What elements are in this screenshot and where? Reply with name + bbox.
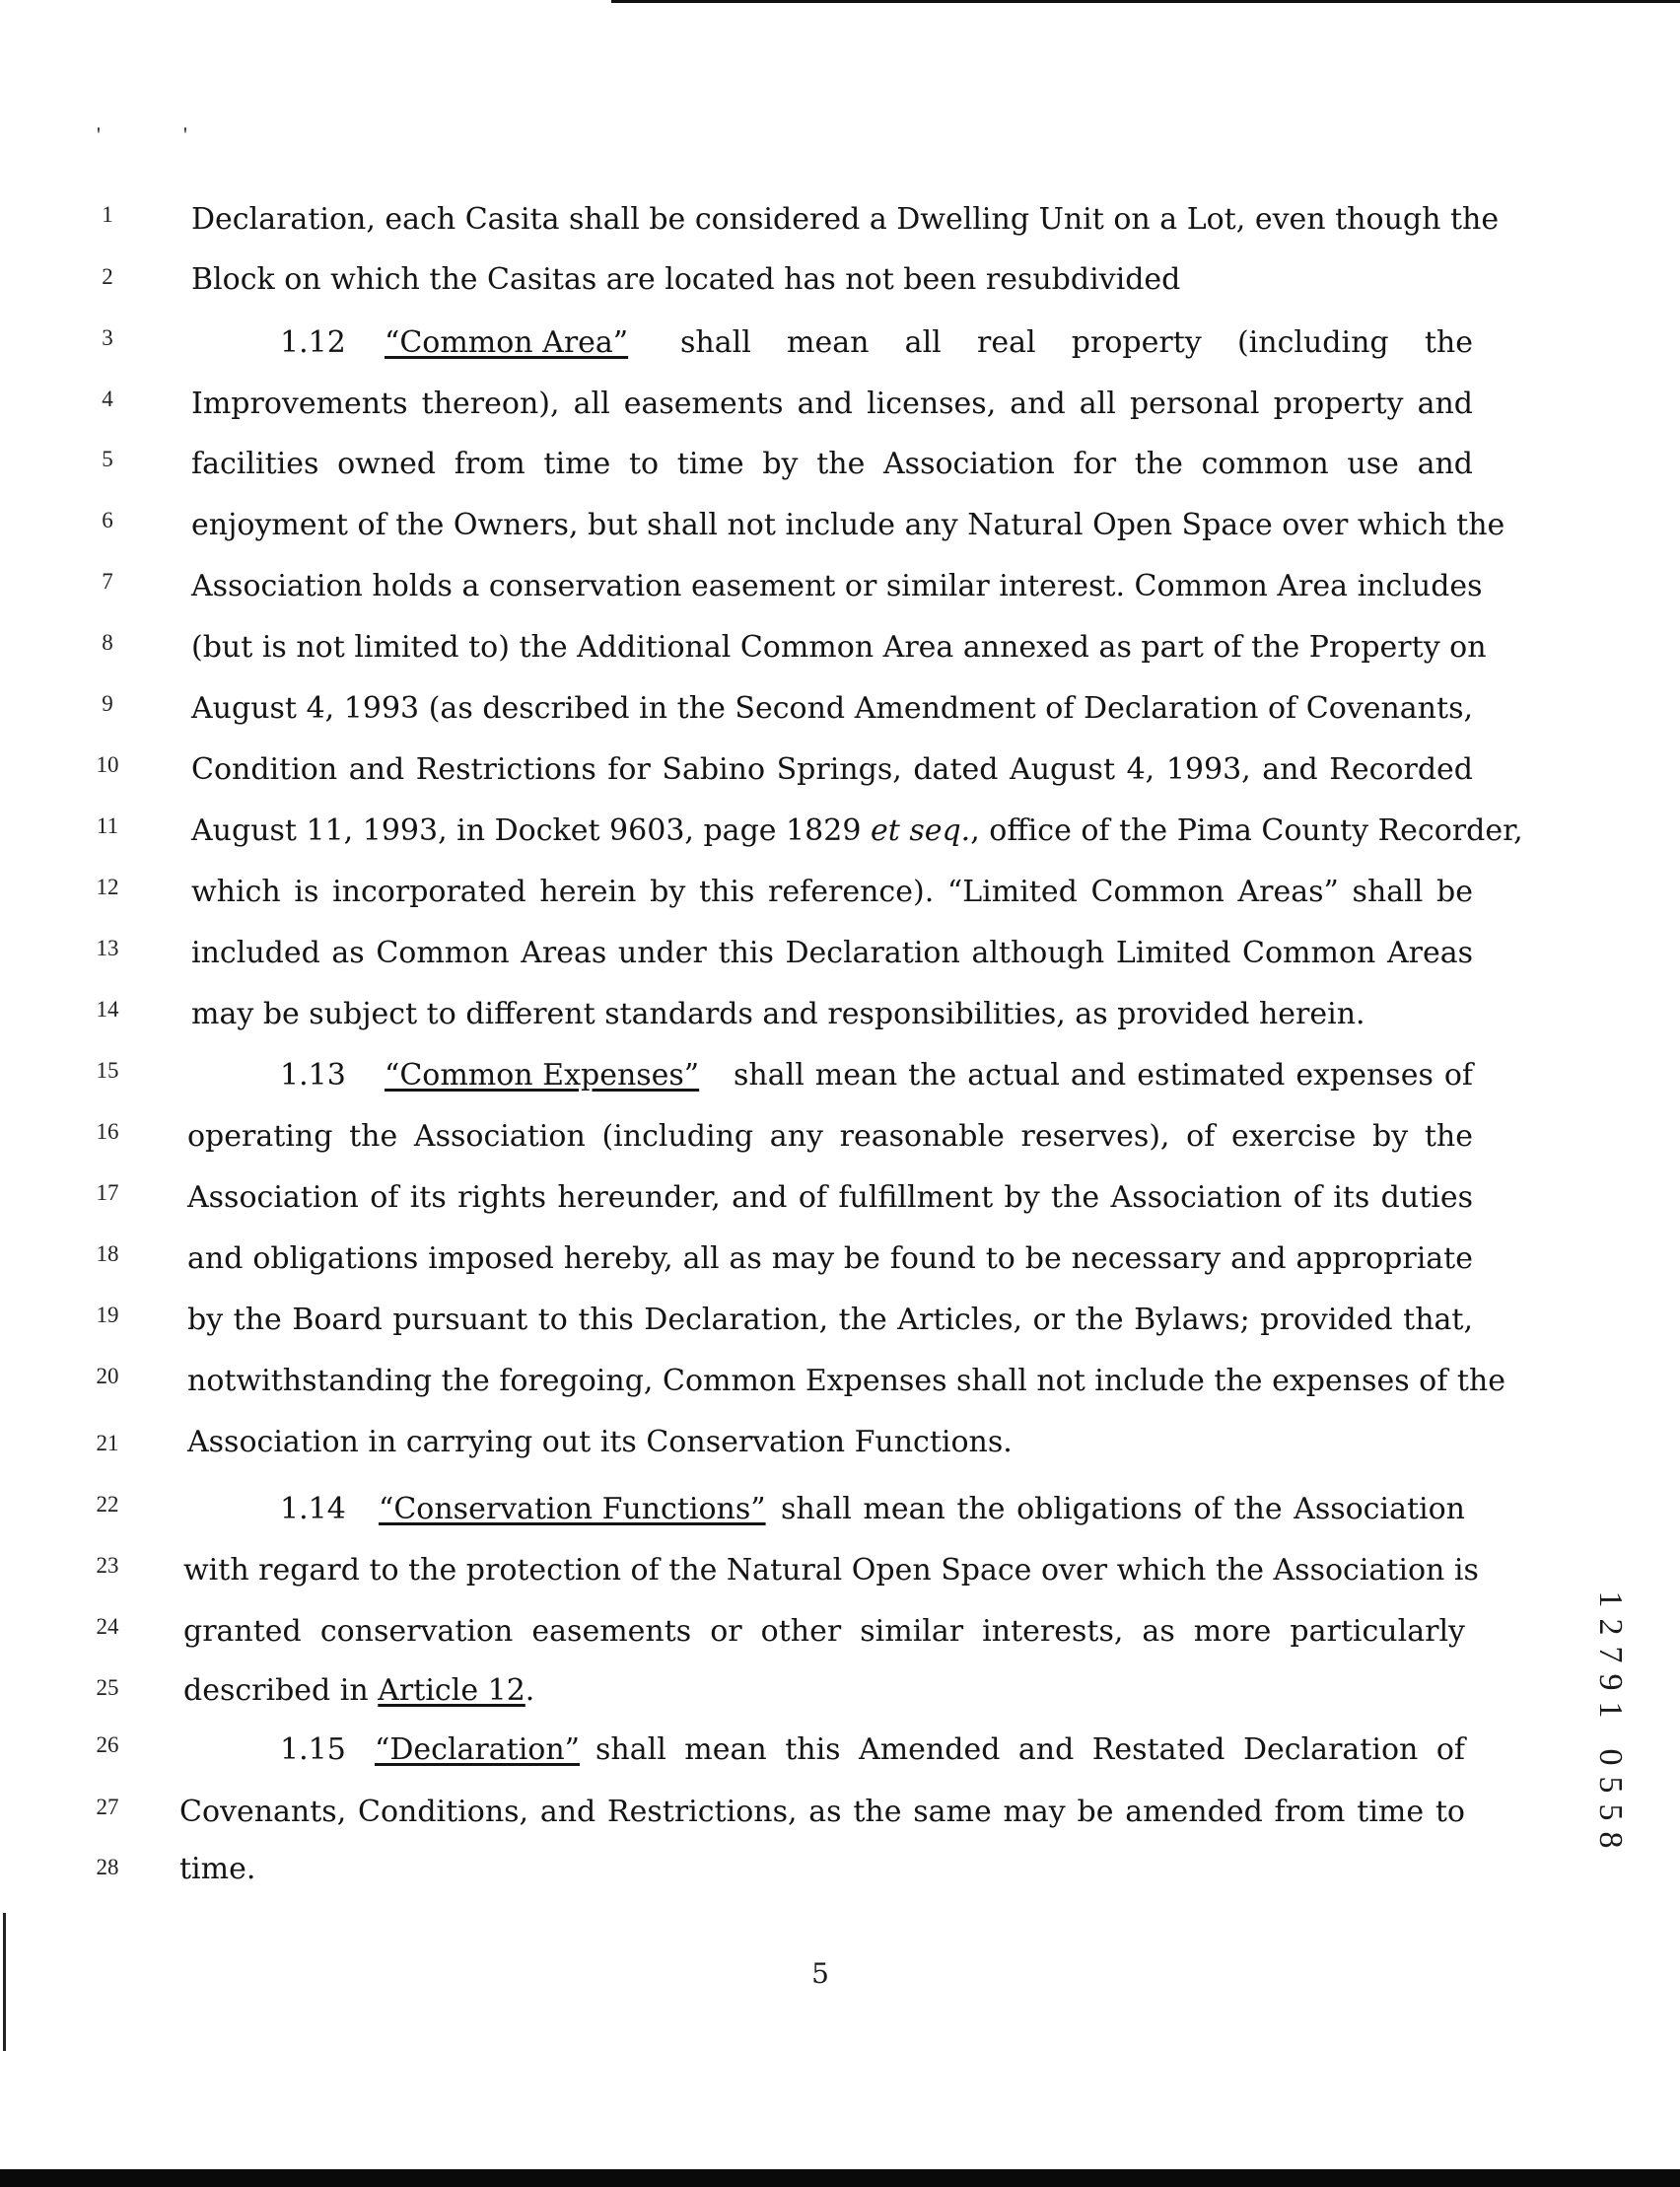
line-number: 15 bbox=[96, 1058, 119, 1083]
line-number: 5 bbox=[102, 447, 113, 471]
text-line: with regard to the protection of the Natural Open Space over which the Association is bbox=[183, 1553, 1479, 1587]
line-number: 23 bbox=[96, 1553, 119, 1578]
text-line: shall mean this Amended and Restated Declaration of bbox=[595, 1732, 1465, 1767]
line-number: 2 bbox=[102, 264, 113, 289]
defined-term: “Declaration” bbox=[375, 1732, 581, 1767]
line-number: 1 bbox=[102, 202, 113, 227]
text-line bbox=[191, 813, 1523, 848]
scan-left-edge bbox=[3, 1913, 6, 2051]
text-line: Block on which the Casitas are located has not been resubdivided bbox=[191, 262, 1181, 297]
text-line: shall mean the obligations of the Association bbox=[781, 1492, 1465, 1526]
stamp-char: 5 bbox=[1592, 1803, 1629, 1821]
text-line: Covenants, Conditions, and Restrictions, as the same may be amended from time to bbox=[179, 1795, 1465, 1829]
text-line: shall mean the actual and estimated expenses of bbox=[734, 1058, 1473, 1093]
stamp-char: 1 bbox=[1592, 1590, 1629, 1608]
text-line: which is incorporated herein by this reference). “Limited Common Areas” shall be bbox=[191, 875, 1473, 909]
text-run: August 11, 1993, in Docket 9603, page 1829 bbox=[191, 813, 862, 848]
line-number: 12 bbox=[96, 875, 119, 899]
defined-term: “Common Expenses” bbox=[385, 1058, 700, 1093]
text-line: facilities owned from time to time by the Association for the common use and bbox=[191, 447, 1473, 481]
text-line: (but is not limited to) the Additional Common Area annexed as part of the Property on bbox=[191, 630, 1487, 665]
line-number: 11 bbox=[96, 813, 119, 838]
page-number: 5 bbox=[811, 1957, 829, 1990]
section-number: 1.15 bbox=[280, 1732, 346, 1767]
line-number: 19 bbox=[96, 1303, 119, 1327]
text-line: Declaration, each Casita shall be considered a Dwelling Unit on a Lot, even though the bbox=[191, 202, 1500, 237]
line-number: 13 bbox=[96, 936, 119, 960]
text-line: and obligations imposed hereby, all as may be found to be necessary and appropriate bbox=[187, 1241, 1473, 1276]
line-number: 25 bbox=[96, 1675, 119, 1700]
line-number: 4 bbox=[102, 387, 113, 411]
scan-top-edge bbox=[611, 0, 1680, 3]
line-number: 18 bbox=[96, 1241, 119, 1266]
text-line: time. bbox=[179, 1852, 256, 1886]
line-number: 3 bbox=[102, 325, 113, 350]
defined-term: “Common Area” bbox=[385, 325, 629, 360]
stamp-char: 2 bbox=[1592, 1618, 1629, 1636]
text-line: by the Board pursuant to this Declaration, the Articles, or the Bylaws; provided that, bbox=[187, 1303, 1473, 1337]
text-line: Association holds a conservation easement or similar interest. Common Area includes bbox=[191, 569, 1483, 603]
text-line: operating the Association (including any reasonable reserves), of exercise by the bbox=[187, 1119, 1473, 1154]
stamp-char: 0 bbox=[1592, 1748, 1629, 1766]
line-number: 22 bbox=[96, 1492, 119, 1517]
stamp-char: 7 bbox=[1592, 1646, 1629, 1663]
text-line: notwithstanding the foregoing, Common Expenses shall not include the expenses of the bbox=[187, 1364, 1505, 1398]
line-number: 10 bbox=[96, 752, 119, 777]
line-number: 7 bbox=[102, 569, 113, 594]
line-number: 20 bbox=[96, 1364, 119, 1388]
line-number: 8 bbox=[102, 630, 113, 655]
text-line: Condition and Restrictions for Sabino Springs, dated August 4, 1993, and Recorded bbox=[191, 752, 1473, 787]
section-number: 1.14 bbox=[280, 1492, 346, 1526]
text-line: shall mean all real property (including the bbox=[680, 325, 1473, 360]
line-number: 6 bbox=[102, 508, 113, 532]
text-line: Improvements thereon), all easements and licenses, and all personal property and bbox=[191, 387, 1473, 421]
text-line: August 4, 1993 (as described in the Second Amendment of Declaration of Covenants, bbox=[191, 691, 1473, 726]
text-line: granted conservation easements or other similar interests, as more particularly bbox=[183, 1614, 1465, 1649]
text-run: described in bbox=[183, 1673, 369, 1708]
text-line: Association of its rights hereunder, and of fulfillment by the Association of its duties bbox=[187, 1180, 1473, 1215]
defined-term: “Conservation Functions” bbox=[379, 1492, 766, 1526]
section-number: 1.13 bbox=[280, 1058, 346, 1093]
line-number: 24 bbox=[96, 1614, 119, 1639]
text-line: enjoyment of the Owners, but shall not include any Natural Open Space over which the bbox=[191, 508, 1505, 542]
text-line: Association in carrying out its Conservation Functions. bbox=[187, 1425, 1013, 1459]
line-number: 16 bbox=[96, 1119, 119, 1144]
stamp-char: 9 bbox=[1592, 1673, 1629, 1691]
text-run: . bbox=[525, 1673, 535, 1708]
line-number: 17 bbox=[96, 1180, 119, 1205]
line-number: 28 bbox=[96, 1855, 119, 1879]
line-number: 14 bbox=[96, 997, 119, 1022]
line-number: 26 bbox=[96, 1732, 119, 1757]
line-number: 9 bbox=[102, 691, 113, 716]
scan-mark: ' bbox=[183, 122, 187, 147]
text-line bbox=[183, 1673, 534, 1708]
scan-mark: ' bbox=[97, 122, 101, 147]
scan-bottom-edge bbox=[0, 2169, 1680, 2187]
text-line: included as Common Areas under this Declaration although Limited Common Areas bbox=[191, 936, 1473, 970]
line-number: 27 bbox=[96, 1795, 119, 1819]
stamp-char: 1 bbox=[1592, 1701, 1629, 1719]
article-reference: Article 12 bbox=[378, 1673, 525, 1708]
text-line: may be subject to different standards and responsibilities, as provided herein. bbox=[191, 997, 1365, 1031]
italic-text: et seq. bbox=[870, 813, 971, 848]
stamp-char: 8 bbox=[1592, 1831, 1629, 1849]
text-run: , office of the Pima County Recorder, bbox=[970, 813, 1523, 848]
recording-stamp bbox=[1575, 1583, 1645, 1849]
stamp-char: 5 bbox=[1592, 1776, 1629, 1794]
line-number: 21 bbox=[96, 1431, 119, 1455]
section-number: 1.12 bbox=[280, 325, 346, 360]
